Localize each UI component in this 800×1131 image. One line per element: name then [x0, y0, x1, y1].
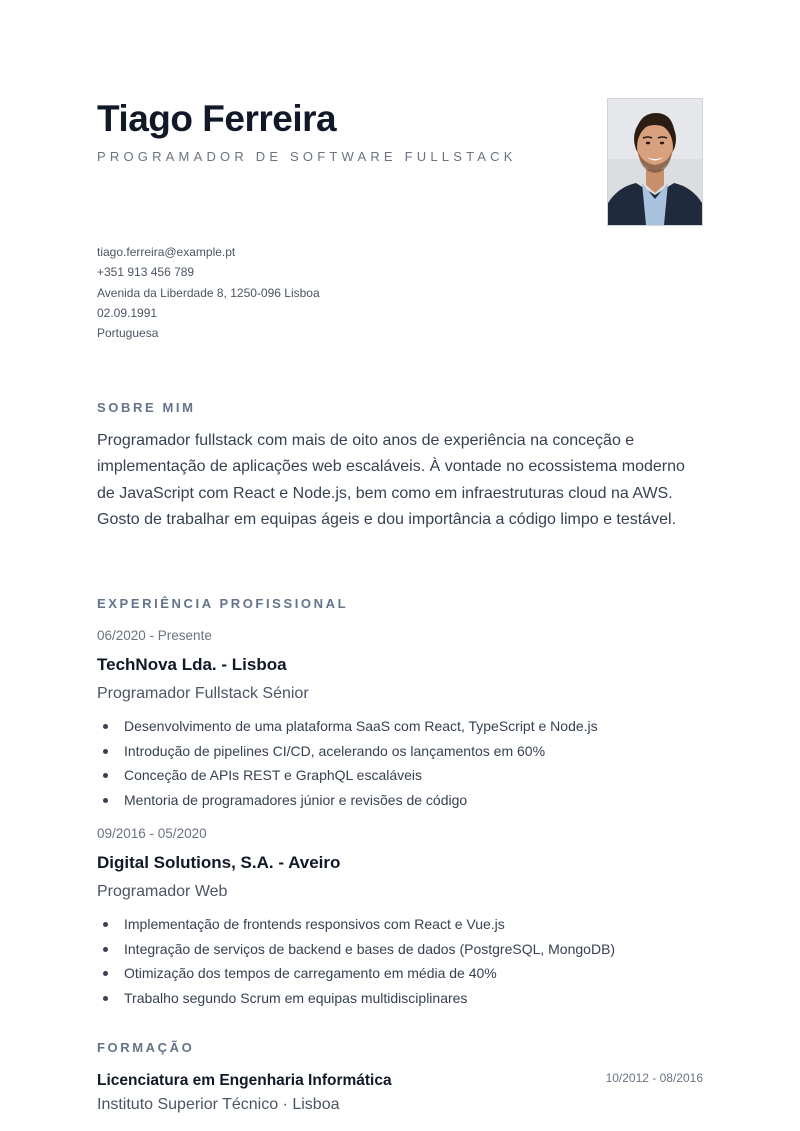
- job-entry: [97, 627, 703, 812]
- job-role: Programador Web: [97, 883, 228, 900]
- portrait-image: [608, 99, 702, 225]
- list-item: [97, 788, 703, 813]
- bullet-icon: [103, 773, 108, 778]
- list-item: [97, 763, 703, 788]
- job-title: PROGRAMADOR DE SOFTWARE FULLSTACK: [97, 149, 517, 164]
- contact-email: tiago.ferreira@example.pt: [97, 245, 236, 259]
- list-item: [97, 739, 703, 764]
- list-item: [97, 714, 703, 739]
- job-date: 06/2020 - Presente: [97, 628, 212, 643]
- bullet-icon: [103, 996, 108, 1001]
- bullet-icon: [103, 947, 108, 952]
- bullet-text: Mentoria de programadores júnior e revisões de código: [124, 791, 468, 808]
- job-company: Digital Solutions, S.A. - Aveiro: [97, 853, 341, 872]
- bullet-text: Conceção de APIs REST e GraphQL escaláveis: [124, 767, 423, 783]
- education-date: 10/2012 - 08/2016: [605, 1071, 703, 1085]
- bullet-text: Desenvolvimento de uma plataforma SaaS com React, TypeScript e Node.js: [124, 718, 598, 734]
- job-date: 09/2016 - 05/2020: [97, 826, 207, 841]
- profile-photo: [607, 98, 703, 226]
- contact-nationality: Portuguesa: [97, 326, 159, 341]
- bullet-icon: [103, 971, 108, 976]
- section-heading-experience: EXPERIÊNCIA PROFISSIONAL: [97, 596, 349, 611]
- bullet-text: Otimização dos tempos de carregamento em média de 40%: [124, 965, 497, 981]
- list-item: [97, 986, 703, 1011]
- resume-header: [97, 97, 703, 227]
- resume-page: [97, 0, 703, 1131]
- list-item: [97, 912, 703, 937]
- section-heading-about: SOBRE MIM: [97, 400, 196, 415]
- section-heading-education: FORMAÇÃO: [97, 1040, 195, 1055]
- bullet-icon: [103, 922, 108, 927]
- contact-address: Avenida da Liberdade 8, 1250-096 Lisboa: [97, 285, 320, 300]
- bullet-icon: [103, 724, 108, 729]
- job-bullets: [97, 912, 703, 1010]
- education-degree: Licenciatura em Engenharia Informática: [97, 1072, 392, 1089]
- bullet-text: Introdução de pipelines CI/CD, acelerando os lançamentos em 60%: [124, 742, 546, 759]
- job-role: Programador Fullstack Sénior: [97, 685, 309, 702]
- list-item: [97, 961, 703, 986]
- contact-info: [97, 242, 320, 343]
- job-company: TechNova Lda. - Lisboa: [97, 655, 287, 674]
- contact-phone: +351 913 456 789: [97, 265, 195, 280]
- job-bullets: [97, 714, 703, 812]
- education-school: Instituto Superior Técnico · Lisboa: [97, 1096, 340, 1113]
- bullet-icon: [103, 798, 108, 803]
- list-item: [97, 937, 703, 962]
- about-text: Programador fullstack com mais de oito anos de experiência na conceção e implementação de aplicações web escaláveis. À vontade no ecossistema moderno de JavaScript com React e Node.js, bem como em infraestruturas cloud na AWS. Gosto de trabalhar em equipas ágeis e dou importância a código limpo e testável.: [97, 432, 685, 529]
- bullet-icon: [103, 749, 108, 754]
- contact-birthdate: 02.09.1991: [97, 305, 158, 320]
- candidate-name: Tiago Ferreira: [97, 98, 337, 139]
- education-entry: [97, 1070, 703, 1120]
- job-entry: [97, 825, 703, 1010]
- bullet-text: Integração de serviços de backend e bases de dados (PostgreSQL, MongoDB): [124, 940, 616, 957]
- bullet-text: Trabalho segundo Scrum em equipas multidisciplinares: [124, 989, 468, 1006]
- bullet-text: Implementação de frontends responsivos com React e Vue.js: [124, 916, 505, 932]
